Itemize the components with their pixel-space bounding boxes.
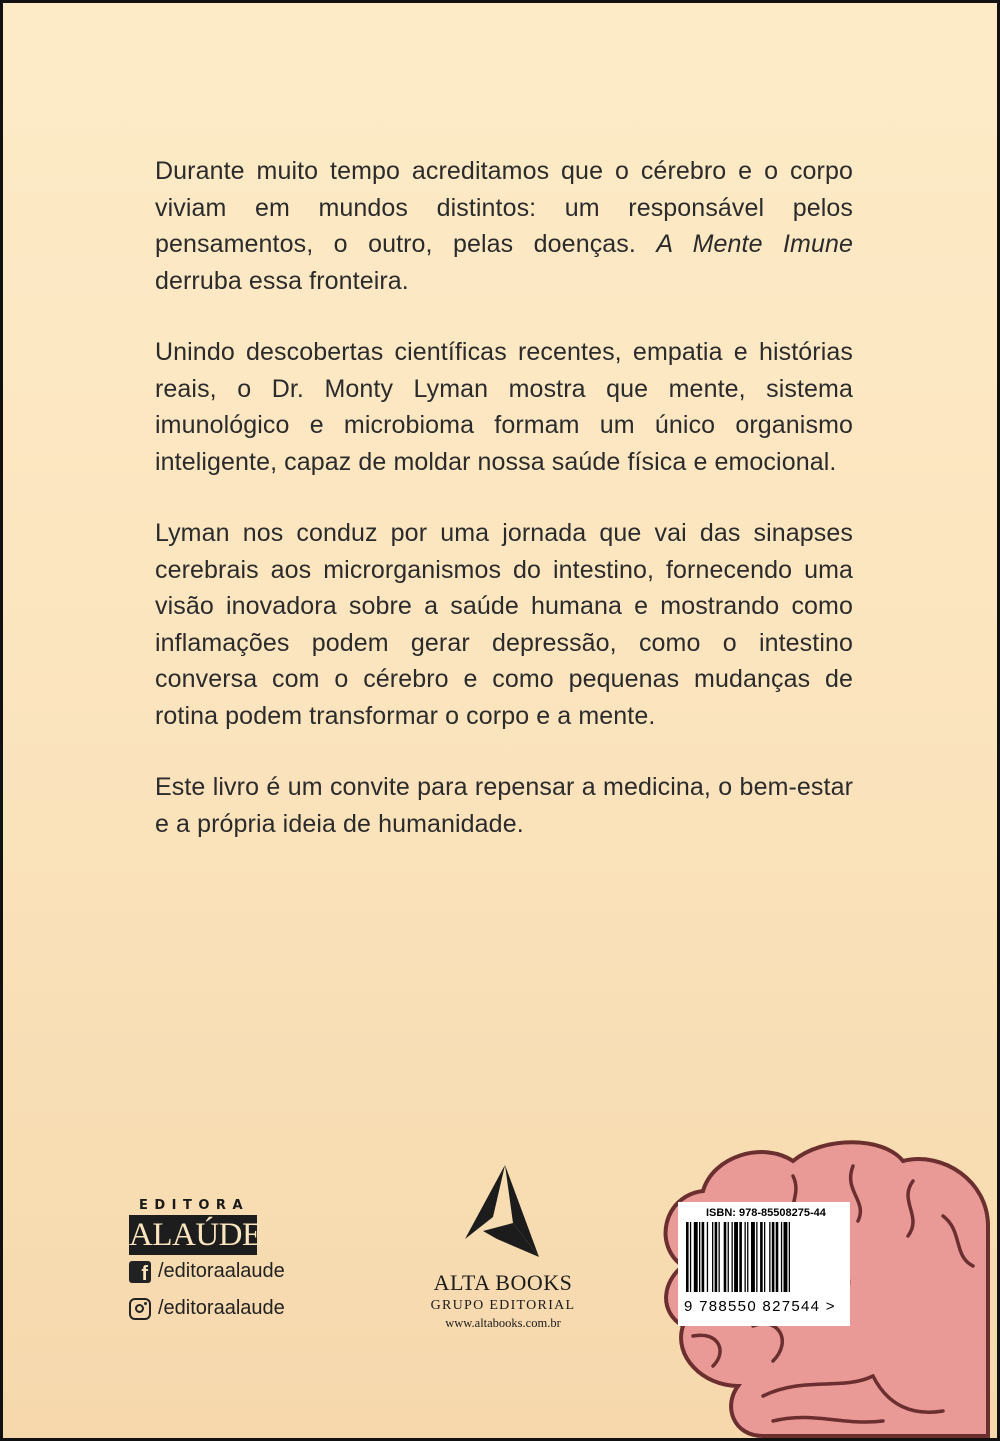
barcode-digits: 9 788550 827544 >	[684, 1298, 836, 1315]
barcode-bar	[756, 1222, 757, 1292]
barcode-bar	[772, 1222, 775, 1292]
instagram-link[interactable]	[129, 1297, 285, 1320]
barcode-bar	[784, 1222, 788, 1292]
barcode-bar	[751, 1222, 755, 1292]
barcode-bar	[747, 1222, 748, 1292]
barcode-bar	[734, 1222, 738, 1292]
instagram-icon	[129, 1298, 151, 1320]
barcode-bar	[728, 1222, 729, 1292]
blurb-paragraph-4: Este livro é um convite para repensar a medicina, o bem-estar e a própria ideia de humanidade.	[155, 773, 853, 838]
barcode-bar	[789, 1222, 790, 1292]
alaude-logo-badge: ALAÚDE	[129, 1217, 262, 1253]
facebook-link[interactable]	[129, 1260, 285, 1283]
alta-books-website[interactable]: www.altabooks.com.br	[445, 1316, 561, 1330]
barcode-bar	[715, 1222, 718, 1292]
blurb-paragraph-3: Lyman nos conduz por uma jornada que vai das sinapses cerebrais aos microrganismos do intestino, fornecendo uma visão inovadora sobre a saúde humana e mostrando como inflamações podem gerar depressão, como o intestino conversa com o cérebro e como pequenas mudanças de rotina podem transformar o corpo e a mente.	[155, 519, 853, 730]
barcode-bar	[781, 1222, 782, 1292]
book-title: A Mente Imune	[656, 230, 853, 258]
blurb-paragraph-2: Unindo descobertas científicas recentes, empatia e histórias reais, o Dr. Monty Lyman mostra que mente, sistema imunológico e microbioma formam um único organismo inteligente, capaz de moldar nossa saúde física e emocional.	[155, 338, 853, 476]
barcode-bar	[760, 1222, 763, 1292]
barcode-bars	[684, 1222, 844, 1292]
alta-books-name: ALTA BOOKS	[433, 1270, 573, 1295]
facebook-icon: f	[129, 1261, 151, 1283]
barcode-bar	[724, 1222, 727, 1292]
barcode-bar	[764, 1222, 765, 1292]
blurb-text	[155, 153, 853, 877]
barcode-bar	[702, 1222, 705, 1292]
alaude-logo	[129, 1198, 262, 1255]
barcode-bar	[707, 1222, 708, 1292]
barcode-bar	[745, 1222, 746, 1292]
facebook-handle: /editoraalaude	[158, 1260, 285, 1282]
barcode-bar	[719, 1222, 720, 1292]
instagram-handle: /editoraalaude	[158, 1297, 285, 1319]
alta-books-logo	[423, 1161, 583, 1331]
isbn-label: ISBN: 978-85508275-44	[706, 1207, 826, 1219]
barcode-bar	[694, 1222, 698, 1292]
barcode-bar	[739, 1222, 742, 1292]
barcode-bar	[769, 1222, 770, 1292]
barcode-bar	[712, 1222, 713, 1292]
alta-books-mountain-icon	[453, 1161, 553, 1261]
alaude-logo-label: EDITORA	[139, 1198, 249, 1213]
barcode-bar	[699, 1222, 700, 1292]
isbn-barcode	[678, 1202, 850, 1326]
barcode-bar	[686, 1222, 689, 1292]
barcode-bar	[732, 1222, 733, 1292]
barcode-bar	[776, 1222, 779, 1292]
barcode-bar	[690, 1222, 691, 1292]
alta-books-subtitle: GRUPO EDITORIAL	[430, 1298, 576, 1313]
blurb-paragraph-1: Durante muito tempo acreditamos que o cérebro e o corpo viviam em mundos distintos: um responsável pelos pensamentos, o outro, pelas doenças. A Mente Imune derruba essa fronteira.	[155, 157, 853, 295]
